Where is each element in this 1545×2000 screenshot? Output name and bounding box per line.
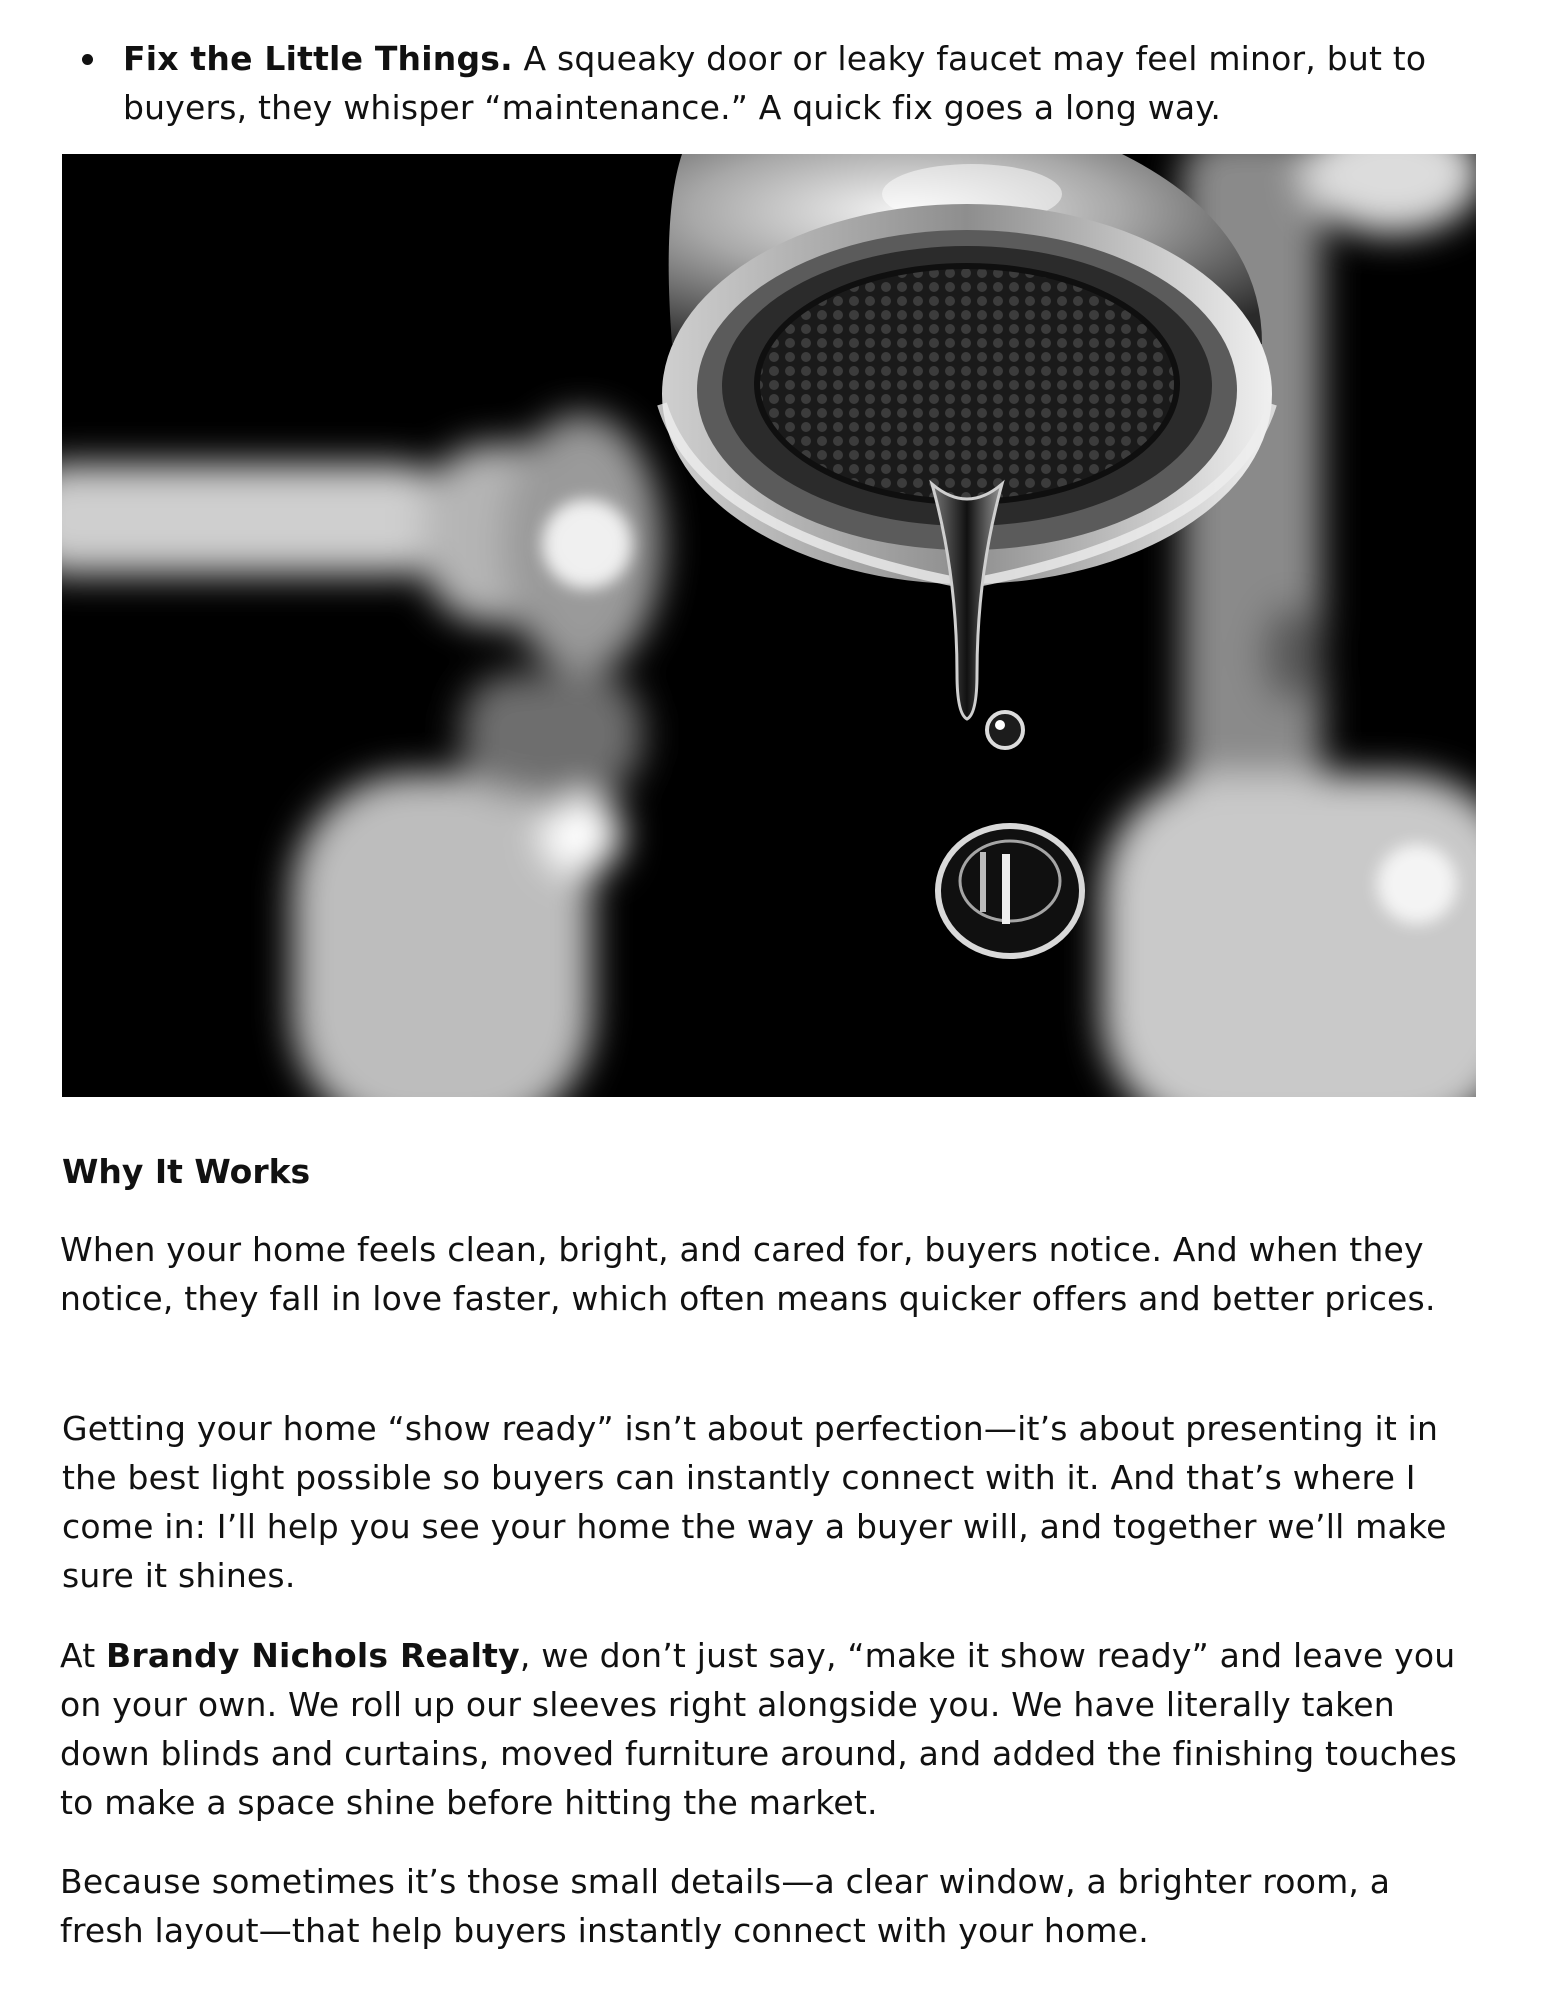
section-heading: Why It Works (62, 1152, 311, 1191)
company-name: Brandy Nichols Realty (106, 1636, 520, 1675)
faucet-drip-photo (62, 154, 1476, 1097)
bullet-icon (82, 54, 93, 65)
company-prefix: At (60, 1636, 107, 1675)
company-text: , we don’t just say, “make it show ready” and leave you on your own. We roll up our sleeves right alongside you. We have literally taken down blinds and curtains, moved furniture around, and added the finishing touches to make a space shine before hitting the market. (60, 1636, 1458, 1822)
tip-title: Fix the Little Things. (123, 39, 513, 78)
tip-bullet-item (82, 34, 1502, 132)
paragraph-company (60, 1631, 1480, 1827)
tip-text: A squeaky door or leaky faucet may feel minor, but to buyers, they whisper “maintenance.” A quick fix goes a long way. (123, 39, 1427, 127)
faucet-illustration (62, 154, 1476, 1097)
tip-text-block (123, 34, 1502, 132)
paragraph-why-it-works: When your home feels clean, bright, and cared for, buyers notice. And when they notice, they fall in love faster, which often means quicker offers and better prices. (60, 1230, 1436, 1318)
paragraph-show-ready: Getting your home “show ready” isn’t about perfection—it’s about presenting it in the best light possible so buyers can instantly connect with it. And that’s where I come in: I’ll help you see your home the way a buyer will, and together we’ll make sure it shines. (62, 1409, 1447, 1595)
paragraph-small-details: Because sometimes it’s those small details—a clear window, a brighter room, a fresh layout—that help buyers instantly connect with your home. (60, 1862, 1391, 1950)
